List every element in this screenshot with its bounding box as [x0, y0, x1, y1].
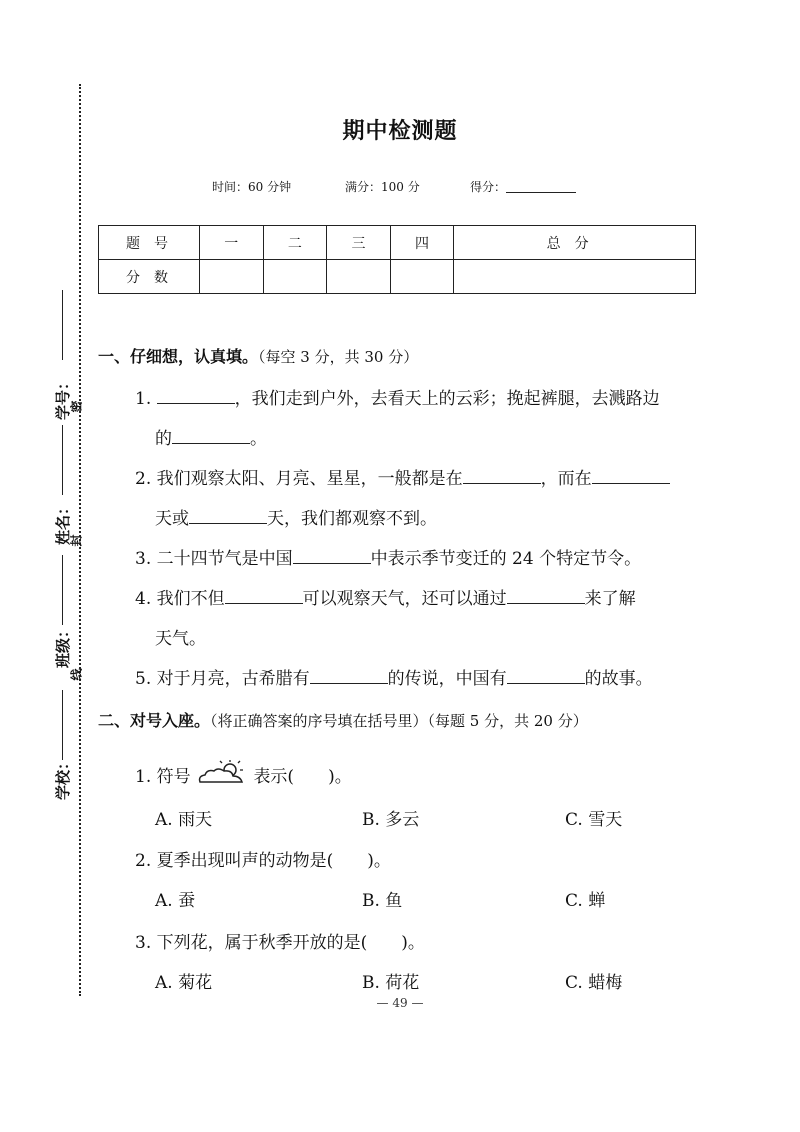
s1-q5-text2: 的传说，中国有 — [387, 669, 507, 689]
s1-q1-number: 1. — [135, 389, 152, 409]
s1-q1-text1: ，我们走到户外，去看天上的云彩；挽起裤腿，去溅路边 — [234, 389, 660, 409]
section-2-note: （将正确答案的序号填在括号里）（每题 5 分，共 20 分） — [210, 712, 588, 730]
s1-q2-blank3[interactable] — [189, 509, 267, 524]
score-cell-4[interactable] — [390, 260, 454, 294]
section-1-note: （每空 3 分，共 30 分） — [258, 348, 419, 366]
s1-q1-line1 — [135, 384, 660, 409]
s1-q1-text3: 。 — [250, 429, 267, 449]
school-label: 学校： — [54, 754, 72, 800]
s2-q1-text2: 表示( )。 — [253, 767, 352, 787]
s1-q4-text1: 4. 我们不但 — [135, 589, 225, 609]
s2-q2-line: 2. 夏季出现叫声的动物是( )。 — [135, 851, 391, 871]
class-blank — [62, 555, 63, 625]
s2-q1-line — [135, 760, 352, 787]
section-2-heading — [98, 708, 588, 731]
section-1-title: 一、仔细想，认真填。 — [98, 347, 259, 366]
seal-char-mi: 密 — [69, 400, 84, 413]
score-cell-1[interactable] — [200, 260, 264, 294]
score-label: 得分： — [470, 180, 507, 194]
score-info — [470, 178, 576, 195]
s1-q4-text3: 来了解 — [584, 589, 636, 609]
s1-q2-blank1[interactable] — [463, 469, 541, 484]
s1-q5-line — [135, 664, 653, 689]
header-cell-total: 总分 — [454, 226, 696, 260]
s2-q3-option-b[interactable]: B. 荷花 — [362, 973, 420, 993]
name-blank — [62, 425, 63, 495]
cloudy-weather-icon — [196, 760, 248, 786]
score-table-score-row — [99, 260, 696, 294]
s1-q4-blank2[interactable] — [507, 589, 585, 604]
s2-q2-option-b[interactable]: B. 鱼 — [362, 891, 403, 911]
s2-q3-option-a[interactable]: A. 菊花 — [155, 973, 213, 993]
section-1-heading — [98, 344, 418, 367]
s1-q4-text2: 可以观察天气，还可以通过 — [302, 589, 507, 609]
s2-q1-option-a[interactable]: A. 雨天 — [155, 810, 213, 830]
s2-q3-option-c[interactable]: C. 蜡梅 — [565, 973, 623, 993]
header-cell-1: 一 — [200, 226, 264, 260]
header-cell-2: 二 — [263, 226, 327, 260]
s1-q2-text2: ，而在 — [540, 469, 592, 489]
s1-q3-text2: 中表示季节变迁的 24 个特定节令。 — [370, 549, 642, 569]
s1-q2-line1 — [135, 464, 670, 489]
s1-q4-blank1[interactable] — [225, 589, 303, 604]
s2-q1-text1: 1. 符号 — [135, 767, 191, 787]
s1-q1-blank1[interactable] — [157, 389, 235, 404]
name-label: 姓名： — [54, 499, 72, 545]
s1-q4-line2: 天气。 — [155, 629, 206, 649]
seal-char-xian: 线 — [69, 668, 84, 681]
score-row-label: 分数 — [99, 260, 200, 294]
school-blank — [62, 690, 63, 760]
s1-q2-text1: 2. 我们观察太阳、月亮、星星，一般都是在 — [135, 469, 463, 489]
s1-q1-line2 — [155, 424, 267, 449]
page-title: 期中检测题 — [342, 119, 458, 144]
section-2-title: 二、对号入座。 — [98, 711, 211, 730]
s1-q2-text3: 天或 — [155, 509, 189, 529]
score-cell-2[interactable] — [263, 260, 327, 294]
s2-q1-option-c[interactable]: C. 雪天 — [565, 810, 623, 830]
s1-q5-blank2[interactable] — [507, 669, 585, 684]
student-id-blank — [62, 290, 63, 360]
student-id-label: 学号： — [54, 374, 72, 420]
s1-q2-text4: 天，我们都观察不到。 — [267, 509, 437, 529]
s2-q2-option-a[interactable]: A. 蚕 — [155, 891, 196, 911]
header-cell-3: 三 — [327, 226, 391, 260]
page-number: — 49 — — [376, 996, 424, 1010]
s1-q3-blank[interactable] — [293, 549, 371, 564]
s2-q3-line: 3. 下列花，属于秋季开放的是( )。 — [135, 933, 425, 953]
header-cell-number: 题号 — [99, 226, 200, 260]
s1-q5-blank1[interactable] — [310, 669, 388, 684]
s1-q5-text3: 的故事。 — [584, 669, 653, 689]
full-score-info: 满分：100 分 — [345, 180, 420, 194]
s2-q2-option-c[interactable]: C. 蝉 — [565, 891, 606, 911]
score-blank[interactable] — [506, 180, 576, 193]
time-info: 时间：60 分钟 — [212, 180, 292, 194]
s2-q1-option-b[interactable]: B. 多云 — [362, 810, 420, 830]
s1-q2-line2 — [155, 504, 437, 529]
s1-q4-line1 — [135, 584, 636, 609]
s1-q1-text2: 的 — [155, 429, 172, 449]
s1-q3-line — [135, 544, 641, 569]
class-label: 班级： — [54, 622, 72, 668]
score-table — [98, 225, 696, 294]
score-cell-total[interactable] — [454, 260, 696, 294]
s1-q5-text1: 5. 对于月亮，古希腊有 — [135, 669, 310, 689]
header-cell-4: 四 — [390, 226, 454, 260]
s1-q1-blank2[interactable] — [172, 429, 250, 444]
score-cell-3[interactable] — [327, 260, 391, 294]
s1-q3-text1: 3. 二十四节气是中国 — [135, 549, 293, 569]
seal-char-feng: 封 — [69, 534, 84, 547]
s1-q2-blank2[interactable] — [592, 469, 670, 484]
score-table-header-row — [99, 226, 696, 260]
